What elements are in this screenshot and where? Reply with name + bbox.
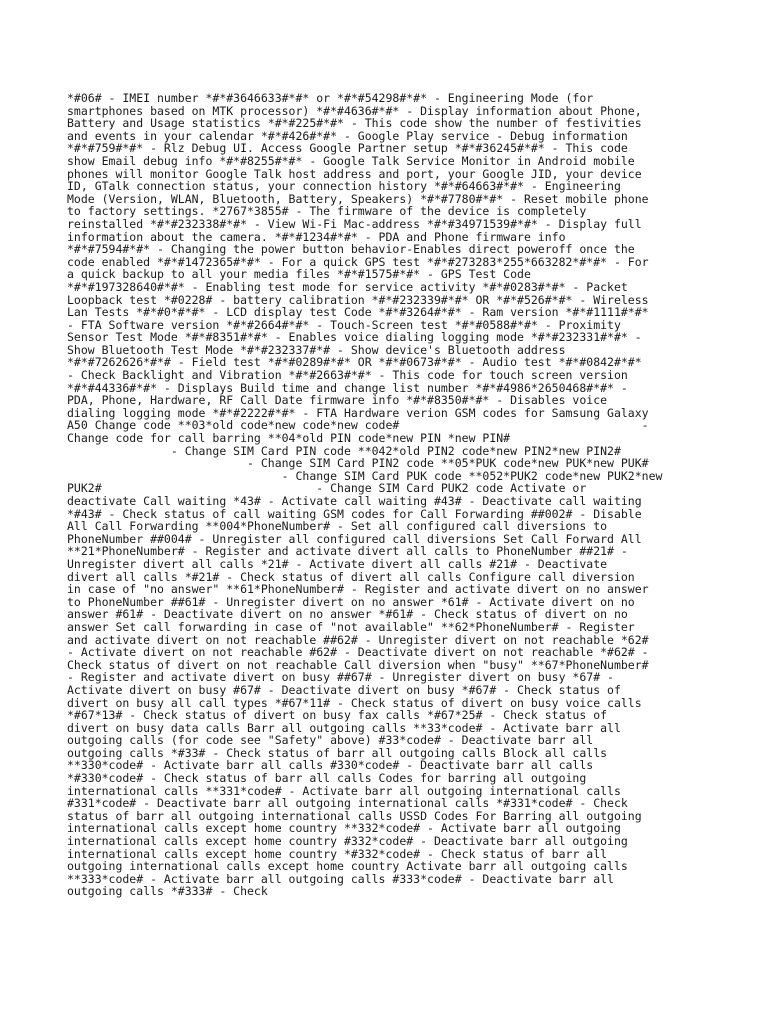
document-body-text: *#06# - IMEI number *#*#3646633#*#* or *#*#54298#*#* - Engineering Mode (for smartphones based on MTK processor) *#*#4636#*#* - Display information about Phone, Battery and Usage statistics *#*#225#*#* - This code show the number of festivities and events in your calendar *#*#426#*#* - Google Play service - Debug information *#*#759#*#* - Rlz Debug UI. Access Google Partner setup *#*#36245#*#* - This code show Email debug info *#*#8255#*#* - Google Talk Service Monitor in Android mobile phones will monitor Google Talk host address and port, your Google JID, your device ID, GTalk connection status, your connection history *#*#64663#*#* - Engineering Mode (Version, WLAN, Bluetooth, Battery, Speakers) *#*#7780#*#* - Reset mobile phone to factory settings. *2767*3855# - The firmware of the device is completely reinstalled *#*#232338#*#* - View Wi-Fi Mac-address *#*#34971539#*#* - Display full information about the camera. *#*#1234#*#* - PDA and Phone firmware info *#*#7594#*#* - Changing the power button behavior-Enables direct poweroff once the code enabled *#*#1472365#*#* - For a quick GPS test *#*#273283*255*663282*#*#* - For a quick backup to all your media files *#*#1575#*#* - GPS Test Code *#*#197328640#*#* - Enabling test mode for service activity *#*#0283#*#* - Packet Loopback test *#0228# - battery calibration *#*#232339#*#* OR *#*#526#*#* - Wireless Lan Tests *#*#0*#*#* - LCD display test Code *#*#3264#*#* - Ram version *#*#1111#*#* - FTA Software version *#*#2664#*#* - Touch-Screen test *#*#0588#*#* - Proximity Sensor Test Mode *#*#8351#*#* - Enables voice dialing logging mode *#*#232331#*#* - Show Bluetooth Test Mode *#*#232337#*# - Show device's Bluetooth address *#*#7262626*#*# - Field test *#*#0289#*#* OR *#*#0673#*#* - Audio test *#*#0842#*#* - Check Backlight and Vibration *#*#2663#*#* - This code for touch screen version *#*#44336#*#* - Displays Build time and change list number *#*#4986*2650468#*#* - PDA, Phone, Hardware, RF Call Date firmware info *#*#8350#*#* - Disables voice dialing logging mode *#*#2222#*#* - FTA Hardware verion GSM codes for Samsung Galaxy A50 Change code **03*old code*new code*new code# - Change code for call barring **04*old PIN code*new PIN *new PIN# - Change SIM Card PIN code **042*old PIN2 code*new PIN2*new PIN2# - Change SIM Card PIN2 code **05*PUK code*new PUK*new PUK# - Change SIM Card PUK code **052*PUK2 code*new PUK2*new PUK2# - Change SIM Card PUK2 code Activate or deactivate Call waiting *43# - Activate call waiting #43# - Deactivate call waiting *#43# - Check status of call waiting GSM codes for Call Forwarding ##002# - Disable All Call Forwarding **004*PhoneNumber# - Set all configured call diversions to PhoneNumber ##004# - Unregister all configured call diversions Set Call Forward All **21*PhoneNumber# - Register and activate divert all calls to PhoneNumber ##21# - Unregister divert all calls *21# - Activate divert all calls #21# - Deactivate divert all calls *#21# - Check status of divert all calls Configure call diversion in case of "no answer" **61*PhoneNumber# - Register and activate divert on no answer to PhoneNumber ##61# - Unregister divert on no answer *61# - Activate divert on no answer #61# - Deactivate divert on no answer *#61# - Check status of divert on no answer Set call forwarding in case of "not available" **62*PhoneNumber# - Register and activate divert on not reachable ##62# - Unregister divert on not reachable *62# - Activate divert on not reachable #62# - Deactivate divert on not reachable *#62# - Check status of divert on not reachable Call diversion when "busy" **67*PhoneNumber# - Register and activate divert on busy ##67# - Unregister divert on busy *67# - Activate divert on busy #67# - Deactivate divert on busy *#67# - Check status of divert on busy all call types *#67*11# - Check status of divert on busy voice calls *#67*13# - Check status of divert on busy fax calls *#67*25# - Check status of divert on busy data calls Barr all outgoing calls **33*code# - Activate barr all outgoing calls (for code see "Safety" above) #33*code# - Deactivate barr all outgoing calls *#33# - Check status of barr all outgoing calls Block all calls **330*code# - Activate barr all calls #330*code# - Deactivate barr all calls *#330*code# - Check status of barr all calls Codes for barring all outgoing international calls **331*code# - Activate barr all outgoing international calls #331*code# - Deactivate barr all outgoing international calls *#331*code# - Check status of barr all outgoing international calls USSD Codes For Barring all outgoing international calls except home country **332*code# - Activate barr all outgoing international calls except home country #332*code# - Deactivate barr all outgoing international calls except home country *#332*code# - Check status of barr all outgoing international calls except home country Activate barr all outgoing calls **333*code# - Activate barr all outgoing calls #333*code# - Deactivate barr all outgoing calls *#333# - Check xyxy=(67,91,663,899)
